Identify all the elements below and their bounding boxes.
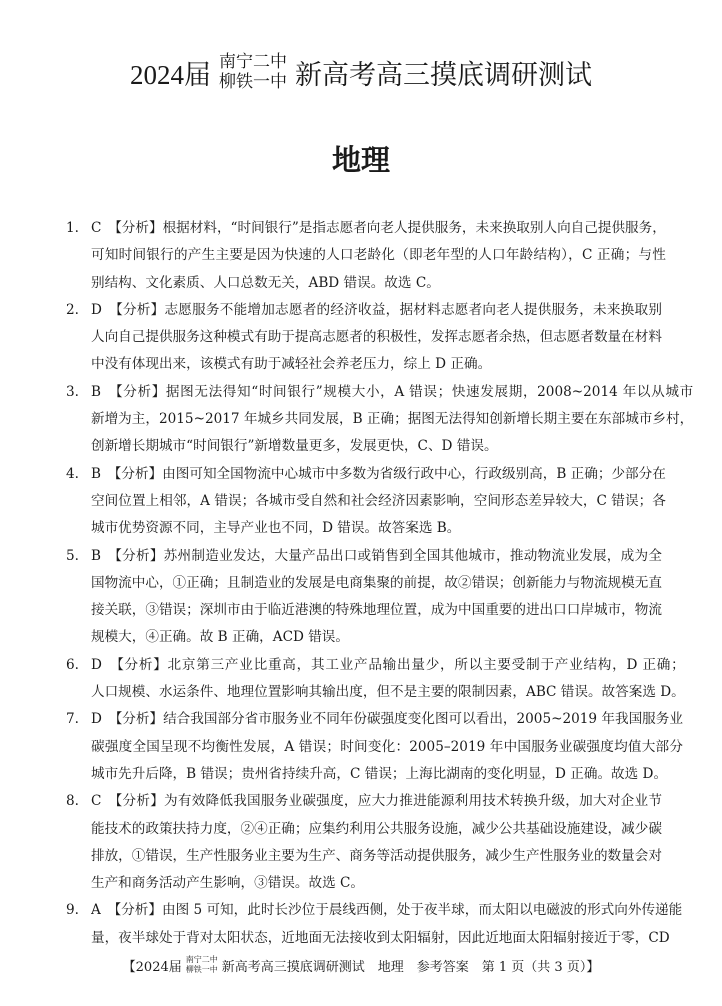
answer-line: B 【分析】由图可知全国物流中心城市中多数为省级行政中心，行政级别高，B 正确；少部分在 [91,465,666,482]
answer-item [66,788,662,897]
title-exam: 新高考高三摸底调研测试 [295,59,592,90]
answer-list [66,215,694,952]
answer-line: 新增为主，2015~2017 年城乡共同发展，B 正确；据图无法得知创新增长期主要在东部城市乡村， [91,411,694,428]
answer-number: 6. [66,656,79,673]
footer-schools [186,955,218,975]
answer-line: 接关联，③错误；深圳市由于临近港澳的特殊地理位置，成为中国重要的进出口口岸城市，物流 [91,602,662,619]
answer-line: 规模大，④正确。故 B 正确，ACD 错误。 [91,629,349,646]
answer-line: 排放，①错误，生产性服务业主要为生产、商务等活动提供服务，减少生产性服务业的数量会对 [91,847,662,864]
answer-line: 生产和商务活动产生影响，③错误。故选 C。 [91,875,365,892]
answer-line: 别结构、文化素质、人口总数无关，ABD 错误。故选 C。 [91,274,440,291]
answer-line: A 【分析】由图 5 可知，此时长沙位于晨线西侧，处于夜半球，而太阳以电磁波的形式向外传递能 [91,902,683,919]
answer-item [66,706,683,788]
answer-line: 人向自己提供服务这种模式有助于提高志愿者的积极性，发挥志愿者余热，但志愿者数量在材料 [91,329,662,346]
answer-item [66,297,662,379]
answer-line: D 【分析】北京第三产业比重高，其工业产品输出量少，所以主要受制于产业结构，D 正确； [91,656,685,673]
answer-line: 城市先升后降，B 错误；贵州省持续升高，C 错误；上海比湖南的变化明显，D 正确。故选 D。 [91,765,668,782]
school-2: 柳铁一中 [219,72,287,91]
answer-line: 城市优势资源不同，主导产业也不同，D 错误。故答案选 B。 [91,520,461,537]
answer-line: 人口规模、水运条件、地理位置影响其输出度，但不是主要的限制因素，ABC 错误。故答案选 D。 [91,684,685,701]
answer-line: B 【分析】据图无法得知“时间银行”规模大小，A 错误；快速发展期，2008~2014 年以从城市 [91,383,694,400]
answer-number: 8. [66,793,79,810]
answer-item [66,543,662,652]
answer-item [66,215,666,297]
answer-line: C 【分析】根据材料，“时间银行”是指志愿者向老人提供服务，未来换取别人向自己提供服务， [91,220,666,236]
answer-item [66,897,683,952]
page-footer [0,955,722,975]
answer-number: 7. [66,711,79,728]
document-title [0,52,722,92]
answer-number: 2. [66,301,79,318]
answer-line: 可知时间银行的产生主要是因为快速的人口老龄化（即老年型的人口年龄结构），C 正确；与性 [91,247,666,264]
answer-line: 中没有体现出来，该模式有助于减轻社会养老压力，综上 D 正确。 [91,356,492,373]
answer-line: 碳强度全国呈现不均衡性发展，A 错误；时间变化：2005–2019 年中国服务业碳强度均值大部分 [91,738,683,755]
answer-line: 空间位置上相邻，A 错误；各城市受自然和社会经济因素影响，空间形态差异较大，C 错误；各 [91,492,666,509]
footer-school-2: 柳铁一中 [185,965,218,974]
answer-line: D 【分析】志愿服务不能增加志愿者的经济收益，据材料志愿者向老人提供服务，未来换取别 [91,301,662,318]
footer-rest: 新高考高三摸底调研测试 地理 参考答案 第 1 页（共 3 页）】 [221,959,600,975]
school-1: 南宁二中 [219,52,287,71]
answer-item [66,652,685,707]
answer-line: C 【分析】为有效降低我国服务业碳强度，应大力推进能源利用技术转换升级，加大对企业节 [91,793,662,810]
answer-line: B 【分析】苏州制造业发达，大量产品出口或销售到全国其他城市，推动物流业发展，成为全 [91,547,662,564]
answer-number: 4. [66,465,79,482]
answer-number: 1. [66,220,79,236]
answer-line: D 【分析】结合我国部分省市服务业不同年份碳强度变化图可以看出，2005~2019 年我国服务业 [91,711,683,728]
answer-number: 9. [66,902,79,919]
answer-item [66,461,666,543]
answer-line: 国物流中心，①正确；且制造业的发展是电商集聚的前提，故②错误；创新能力与物流规模无直 [91,574,662,591]
footer-school-1: 南宁二中 [185,955,218,964]
title-year: 2024届 [130,59,211,90]
subject-heading: 地理 [331,143,390,177]
footer-open: 【2024届 [122,959,182,975]
answer-item [66,379,694,461]
answer-line: 创新增长期城市“时间银行”新增数量更多，发展更快，C、D 错误。 [91,438,498,455]
title-schools [219,52,287,92]
answer-line: 量，夜半球处于背对太阳状态，近地面无法接收到太阳辐射，因此近地面太阳辐射接近于零，CD [91,929,670,946]
answer-number: 3. [66,383,79,400]
answer-number: 5. [66,547,79,564]
answer-line: 能技术的政策扶持力度，②④正确；应集约利用公共服务设施，减少公共基础设施建设，减少碳 [91,820,662,837]
